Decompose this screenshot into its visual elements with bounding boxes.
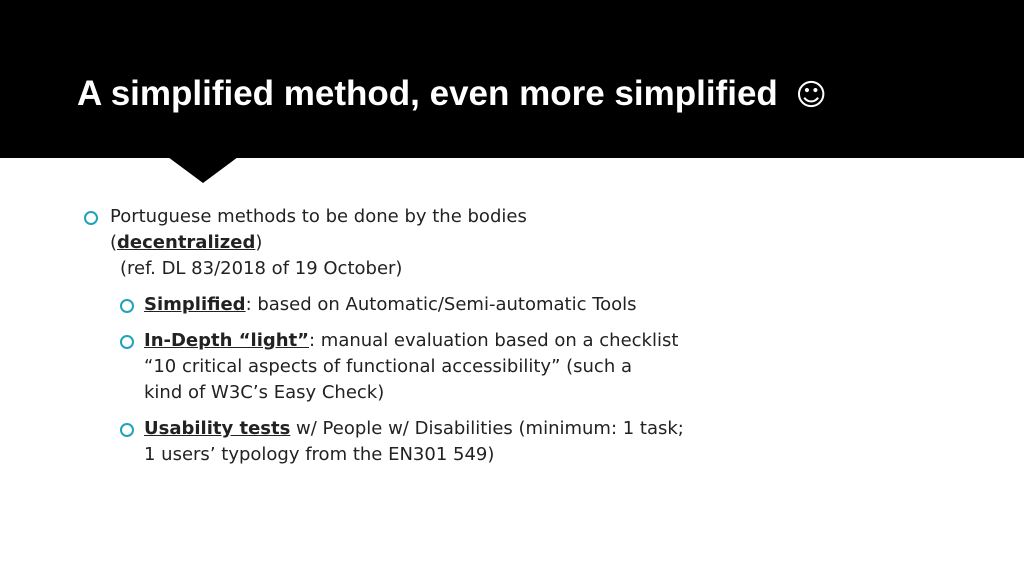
sub-bullet-line [144,328,802,354]
in-depth-term: In-Depth “light” [144,330,310,351]
smiley-icon: ☺ [795,78,827,113]
main-line-1: Portuguese methods to be done by the bodies [110,206,527,227]
usability-term: Usability tests [144,418,291,439]
slide-content [82,204,802,468]
sub-bullet-simplified [82,292,802,318]
sub-bullet-usability [82,416,802,468]
simplified-desc: : based on Automatic/Semi-automatic Tools [245,294,637,315]
simplified-term: Simplified [144,294,246,315]
sub-bullet-line [144,292,802,318]
sub-bullet-line [144,416,802,442]
slide-title [77,72,827,118]
reference-line: (ref. DL 83/2018 of 19 October) [120,258,403,279]
circle-bullet-icon [120,299,134,313]
paren-close: ) [255,232,263,253]
usability-desc: w/ People w/ Disabilities (minimum: 1 task; [290,418,684,439]
paren-open: ( [110,232,118,253]
decentralized-term: decentralized [117,232,256,253]
circle-bullet-icon [120,335,134,349]
usability-line-2: 1 users’ typology from the EN301 549) [144,444,495,465]
main-line-2 [110,230,802,256]
in-depth-desc: : manual evaluation based on a checklist [309,330,679,351]
circle-bullet-icon [84,211,98,225]
circle-bullet-icon [120,423,134,437]
title-notch [168,157,238,183]
in-depth-line-3: kind of W3C’s Easy Check) [144,382,385,403]
sub-bullet-in-depth [82,328,802,406]
title-text: A simplified method, even more simplified [77,74,778,113]
in-depth-line-2: “10 critical aspects of functional accessibility” (such a [144,356,632,377]
main-bullet [82,204,802,282]
